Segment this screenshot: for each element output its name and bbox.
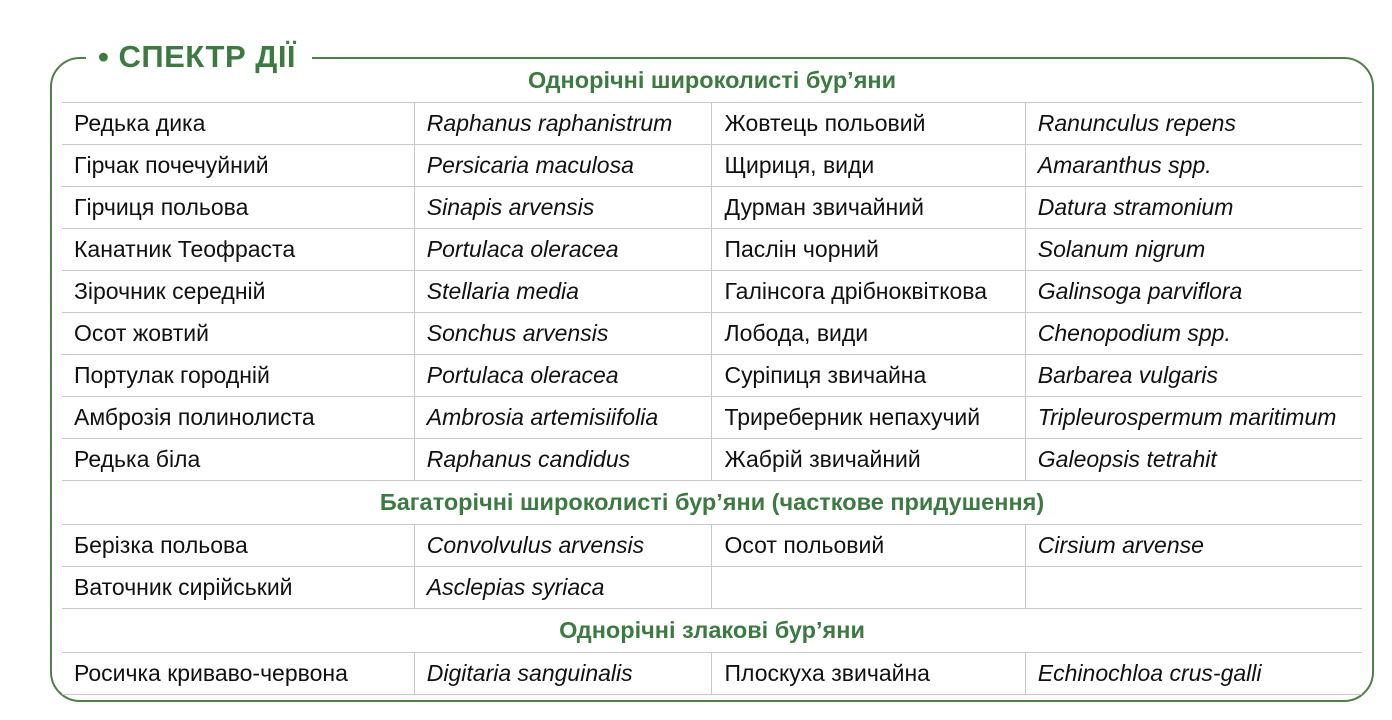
weed-common-name-cell: Портулак городній bbox=[62, 355, 414, 397]
panel-title: • СПЕКТР ДІЇ bbox=[86, 37, 312, 77]
weed-latin-name-cell: Portulaca oleracea bbox=[414, 355, 712, 397]
weed-row bbox=[62, 103, 1362, 145]
weed-latin-name-cell: Raphanus raphanistrum bbox=[414, 103, 712, 145]
section-header: Багаторічні широколисті бур’яни (часткове придушення) bbox=[62, 481, 1362, 525]
weed-latin-name-cell: Persicaria maculosa bbox=[414, 145, 712, 187]
weed-common-name-cell: Дурман звичайний bbox=[712, 187, 1025, 229]
weed-row bbox=[62, 397, 1362, 439]
weed-common-name-cell: Плоскуха звичайна bbox=[712, 653, 1025, 695]
weed-row bbox=[62, 145, 1362, 187]
weed-latin-name-cell: Asclepias syriaca bbox=[414, 567, 712, 609]
weed-common-name-cell: Лобода, види bbox=[712, 313, 1025, 355]
weed-latin-name-cell: Cirsium arvense bbox=[1025, 525, 1362, 567]
weed-latin-name-cell: Convolvulus arvensis bbox=[414, 525, 712, 567]
section-header: Однорічні широколисті бур’яни bbox=[62, 59, 1362, 103]
weed-row bbox=[62, 271, 1362, 313]
weed-table bbox=[62, 59, 1362, 695]
weed-common-name-cell: Паслін чорний bbox=[712, 229, 1025, 271]
weed-row bbox=[62, 355, 1362, 397]
section-header-row bbox=[62, 59, 1362, 103]
weed-latin-name-cell: Barbarea vulgaris bbox=[1025, 355, 1362, 397]
weed-latin-name-cell: Galinsoga parviflora bbox=[1025, 271, 1362, 313]
weed-common-name-cell bbox=[712, 567, 1025, 609]
weed-latin-name-cell: Tripleurospermum maritimum bbox=[1025, 397, 1362, 439]
weed-common-name-cell: Осот польовий bbox=[712, 525, 1025, 567]
spectrum-of-action-panel bbox=[50, 39, 1374, 702]
weed-common-name-cell: Берізка польова bbox=[62, 525, 414, 567]
weed-common-name-cell: Триреберник непахучий bbox=[712, 397, 1025, 439]
weed-latin-name-cell: Ranunculus repens bbox=[1025, 103, 1362, 145]
weed-row bbox=[62, 525, 1362, 567]
weed-latin-name-cell: Echinochloa crus-galli bbox=[1025, 653, 1362, 695]
weed-row bbox=[62, 653, 1362, 695]
weed-latin-name-cell: Datura stramonium bbox=[1025, 187, 1362, 229]
weed-latin-name-cell: Sonchus arvensis bbox=[414, 313, 712, 355]
weed-latin-name-cell: Portulaca oleracea bbox=[414, 229, 712, 271]
weed-common-name-cell: Гірчиця польова bbox=[62, 187, 414, 229]
weed-row bbox=[62, 229, 1362, 271]
weed-row bbox=[62, 439, 1362, 481]
weed-latin-name-cell: Stellaria media bbox=[414, 271, 712, 313]
weed-common-name-cell: Редька дика bbox=[62, 103, 414, 145]
weed-common-name-cell: Канатник Теофраста bbox=[62, 229, 414, 271]
weed-common-name-cell: Росичка криваво-червона bbox=[62, 653, 414, 695]
weed-common-name-cell: Зірочник середній bbox=[62, 271, 414, 313]
weed-table-body bbox=[62, 59, 1362, 695]
weed-common-name-cell: Суріпиця звичайна bbox=[712, 355, 1025, 397]
weed-common-name-cell: Редька біла bbox=[62, 439, 414, 481]
weed-common-name-cell: Амброзія полинолиста bbox=[62, 397, 414, 439]
weed-common-name-cell: Осот жовтий bbox=[62, 313, 414, 355]
weed-latin-name-cell: Sinapis arvensis bbox=[414, 187, 712, 229]
section-header: Однорічні злакові бур’яни bbox=[62, 609, 1362, 653]
weed-row bbox=[62, 313, 1362, 355]
weed-common-name-cell: Щириця, види bbox=[712, 145, 1025, 187]
weed-latin-name-cell: Chenopodium spp. bbox=[1025, 313, 1362, 355]
section-header-row bbox=[62, 481, 1362, 525]
weed-latin-name-cell: Galeopsis tetrahit bbox=[1025, 439, 1362, 481]
weed-common-name-cell: Гірчак почечуйний bbox=[62, 145, 414, 187]
weed-common-name-cell: Жовтець польовий bbox=[712, 103, 1025, 145]
weed-latin-name-cell: Raphanus candidus bbox=[414, 439, 712, 481]
weed-row bbox=[62, 187, 1362, 229]
weed-latin-name-cell: Digitaria sanguinalis bbox=[414, 653, 712, 695]
section-header-row bbox=[62, 609, 1362, 653]
weed-latin-name-cell: Ambrosia artemisiifolia bbox=[414, 397, 712, 439]
weed-common-name-cell: Ваточник сирійський bbox=[62, 567, 414, 609]
weed-latin-name-cell: Solanum nigrum bbox=[1025, 229, 1362, 271]
weed-latin-name-cell: Amaranthus spp. bbox=[1025, 145, 1362, 187]
weed-common-name-cell: Галінсога дрібноквіткова bbox=[712, 271, 1025, 313]
weed-common-name-cell: Жабрій звичайний bbox=[712, 439, 1025, 481]
weed-latin-name-cell bbox=[1025, 567, 1362, 609]
weed-row bbox=[62, 567, 1362, 609]
